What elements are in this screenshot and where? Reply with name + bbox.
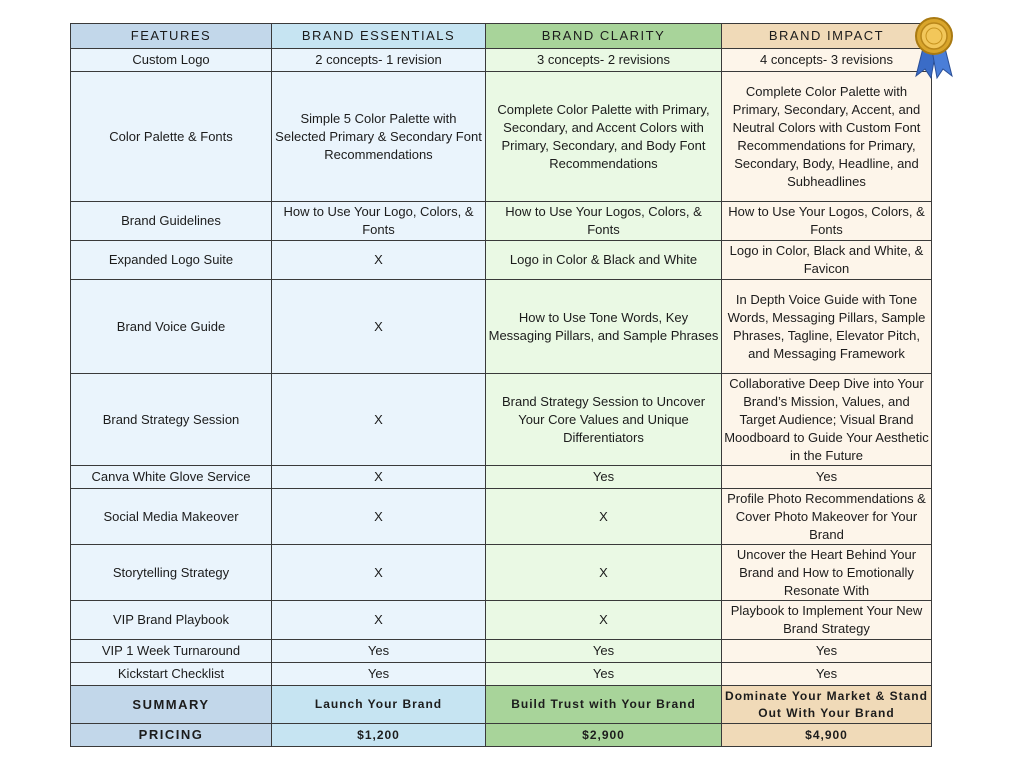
- summary-clarity: Build Trust with Your Brand: [486, 686, 722, 724]
- essentials-cell: X: [272, 601, 486, 640]
- clarity-cell: How to Use Your Logos, Colors, & Fonts: [486, 202, 722, 241]
- impact-cell: Collaborative Deep Dive into Your Brand’s Mission, Values, and Target Audience; Visual Brand Moodboard to Guide Your Aesthetic in the Future: [722, 374, 932, 466]
- price-impact: $4,900: [722, 724, 932, 747]
- header-brand-impact: BRAND IMPACT: [722, 24, 932, 49]
- feature-label: Color Palette & Fonts: [71, 72, 272, 202]
- table-row-expanded-logo-suite: [71, 241, 932, 280]
- table-row-kickstart-checklist: [71, 663, 932, 686]
- essentials-cell: X: [272, 280, 486, 374]
- table-row-color-palette-fonts: [71, 72, 932, 202]
- clarity-cell: X: [486, 489, 722, 545]
- header-brand-essentials: BRAND ESSENTIALS: [272, 24, 486, 49]
- price-essentials: $1,200: [272, 724, 486, 747]
- feature-label: VIP 1 Week Turnaround: [71, 640, 272, 663]
- award-ribbon-icon: [910, 14, 958, 80]
- impact-cell: In Depth Voice Guide with Tone Words, Messaging Pillars, Sample Phrases, Tagline, Elevator Pitch, and Messaging Framework: [722, 280, 932, 374]
- essentials-cell: X: [272, 545, 486, 601]
- clarity-cell: Brand Strategy Session to Uncover Your Core Values and Unique Differentiators: [486, 374, 722, 466]
- feature-label: Social Media Makeover: [71, 489, 272, 545]
- table-row-canva-white-glove: [71, 466, 932, 489]
- clarity-cell: X: [486, 601, 722, 640]
- impact-cell: Logo in Color, Black and White, & Favicon: [722, 241, 932, 280]
- feature-label: Brand Strategy Session: [71, 374, 272, 466]
- impact-cell: Complete Color Palette with Primary, Secondary, Accent, and Neutral Colors with Custom Font Recommendations for Primary, Secondary, Body, Headline, and Subheadlines: [722, 72, 932, 202]
- impact-cell: How to Use Your Logos, Colors, & Fonts: [722, 202, 932, 241]
- essentials-cell: How to Use Your Logo, Colors, & Fonts: [272, 202, 486, 241]
- clarity-cell: How to Use Tone Words, Key Messaging Pillars, and Sample Phrases: [486, 280, 722, 374]
- feature-label: Storytelling Strategy: [71, 545, 272, 601]
- table-row-brand-voice-guide: [71, 280, 932, 374]
- header-features: FEATURES: [71, 24, 272, 49]
- clarity-cell: Yes: [486, 640, 722, 663]
- table-row-social-media-makeover: [71, 489, 932, 545]
- impact-cell: 4 concepts- 3 revisions: [722, 49, 932, 72]
- summary-row: [71, 686, 932, 724]
- table-row-brand-strategy-session: [71, 374, 932, 466]
- summary-impact: Dominate Your Market & Stand Out With Your Brand: [722, 686, 932, 724]
- clarity-cell: X: [486, 545, 722, 601]
- clarity-cell: Complete Color Palette with Primary, Secondary, and Accent Colors with Primary, Secondary, and Body Font Recommendations: [486, 72, 722, 202]
- impact-cell: Yes: [722, 663, 932, 686]
- pricing-comparison-table: [70, 23, 932, 747]
- table-row-custom-logo: [71, 49, 932, 72]
- table-row-vip-brand-playbook: [71, 601, 932, 640]
- pricing-row: [71, 724, 932, 747]
- clarity-cell: 3 concepts- 2 revisions: [486, 49, 722, 72]
- summary-label: SUMMARY: [71, 686, 272, 724]
- impact-cell: Profile Photo Recommendations & Cover Photo Makeover for Your Brand: [722, 489, 932, 545]
- essentials-cell: X: [272, 466, 486, 489]
- feature-label: Custom Logo: [71, 49, 272, 72]
- feature-label: VIP Brand Playbook: [71, 601, 272, 640]
- feature-label: Brand Voice Guide: [71, 280, 272, 374]
- impact-cell: Yes: [722, 640, 932, 663]
- essentials-cell: 2 concepts- 1 revision: [272, 49, 486, 72]
- clarity-cell: Yes: [486, 663, 722, 686]
- feature-label: Expanded Logo Suite: [71, 241, 272, 280]
- impact-cell: Uncover the Heart Behind Your Brand and How to Emotionally Resonate With: [722, 545, 932, 601]
- table-row-storytelling-strategy: [71, 545, 932, 601]
- essentials-cell: Yes: [272, 640, 486, 663]
- feature-label: Kickstart Checklist: [71, 663, 272, 686]
- essentials-cell: X: [272, 489, 486, 545]
- impact-cell: Yes: [722, 466, 932, 489]
- table-header-row: [71, 24, 932, 49]
- header-brand-clarity: BRAND CLARITY: [486, 24, 722, 49]
- price-clarity: $2,900: [486, 724, 722, 747]
- feature-label: Brand Guidelines: [71, 202, 272, 241]
- essentials-cell: X: [272, 374, 486, 466]
- impact-cell: Playbook to Implement Your New Brand Strategy: [722, 601, 932, 640]
- clarity-cell: Yes: [486, 466, 722, 489]
- clarity-cell: Logo in Color & Black and White: [486, 241, 722, 280]
- essentials-cell: X: [272, 241, 486, 280]
- essentials-cell: Simple 5 Color Palette with Selected Primary & Secondary Font Recommendations: [272, 72, 486, 202]
- feature-label: Canva White Glove Service: [71, 466, 272, 489]
- table-row-brand-guidelines: [71, 202, 932, 241]
- pricing-label: PRICING: [71, 724, 272, 747]
- table-row-vip-turnaround: [71, 640, 932, 663]
- essentials-cell: Yes: [272, 663, 486, 686]
- summary-essentials: Launch Your Brand: [272, 686, 486, 724]
